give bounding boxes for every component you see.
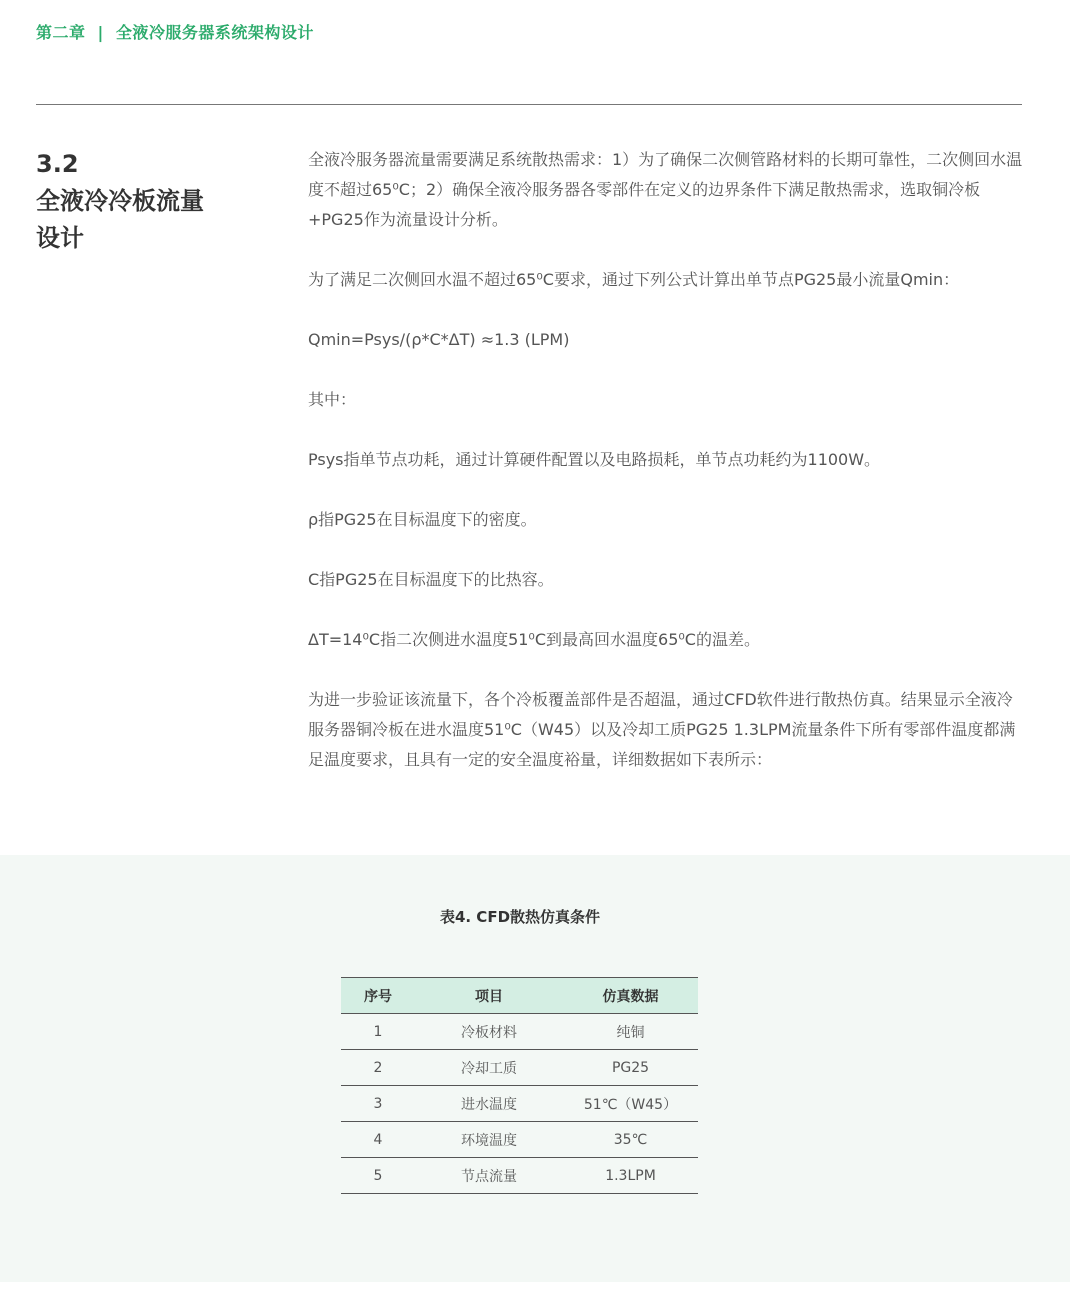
column-header-index: 序号 <box>341 978 415 1014</box>
section-heading <box>36 146 256 257</box>
cell-item: 进水温度 <box>415 1086 563 1122</box>
cell-index: 5 <box>341 1158 415 1194</box>
paragraph-formula-intro: 为了满足二次侧回水温不超过65⁰C要求，通过下列公式计算出单节点PG25最小流量Qmin： <box>308 270 960 289</box>
column-header-value: 仿真数据 <box>563 978 698 1014</box>
table-header-row <box>341 978 698 1014</box>
cell-index: 3 <box>341 1086 415 1122</box>
cell-value: 35℃ <box>563 1122 698 1158</box>
definition-c: C指PG25在目标温度下的比热容。 <box>308 570 554 589</box>
table-row <box>341 1014 698 1050</box>
table-caption: 表4. CFD散热仿真条件 <box>439 908 601 926</box>
formula: Qmin=Psys/(ρ*C*ΔT) ≈1.3 (LPM) <box>308 330 570 349</box>
definition-psys: Psys指单节点功耗，通过计算硬件配置以及电路损耗，单节点功耗约为1100W。 <box>308 450 881 469</box>
cell-item: 环境温度 <box>415 1122 563 1158</box>
section-body <box>308 145 1024 805</box>
cell-index: 4 <box>341 1122 415 1158</box>
chapter-separator: | <box>97 23 104 42</box>
definition-rho: ρ指PG25在目标温度下的密度。 <box>308 510 537 529</box>
chapter-title: 全液冷服务器系统架构设计 <box>115 23 314 42</box>
paragraph-cfd: 为进一步验证该流量下，各个冷板覆盖部件是否超温，通过CFD软件进行散热仿真。结果显示全液冷服务器铜冷板在进水温度51⁰C（W45）以及冷却工质PG25 1.3LPM流量条件下所有零部件温度都满足温度要求，且具有一定的安全温度裕量，详细数据如下表所示： <box>308 690 1016 769</box>
definition-delta-t: ΔT=14⁰C指二次侧进水温度51⁰C到最高回水温度65⁰C的温差。 <box>308 630 760 649</box>
chapter-header <box>36 20 314 43</box>
table-row <box>341 1050 698 1086</box>
cell-index: 1 <box>341 1014 415 1050</box>
cell-item: 冷却工质 <box>415 1050 563 1086</box>
cell-item: 节点流量 <box>415 1158 563 1194</box>
cell-value: 1.3LPM <box>563 1158 698 1194</box>
simulation-conditions-table <box>341 977 698 1194</box>
cell-value: PG25 <box>563 1050 698 1086</box>
section-title-line2: 设计 <box>36 224 84 252</box>
table-row <box>341 1122 698 1158</box>
header-divider <box>36 104 1022 105</box>
section-number: 3.2 <box>36 150 79 178</box>
cell-item: 冷板材料 <box>415 1014 563 1050</box>
table-row <box>341 1158 698 1194</box>
cell-value: 51℃（W45） <box>563 1086 698 1122</box>
cell-value: 纯铜 <box>563 1014 698 1050</box>
chapter-label: 第二章 <box>36 23 86 42</box>
paragraph-requirements: 全液冷服务器流量需要满足系统散热需求：1）为了确保二次侧管路材料的长期可靠性，二次侧回水温度不超过65⁰C；2）确保全液冷服务器各零部件在定义的边界条件下满足散热需求，选取铜冷板+PG25作为流量设计分析。 <box>308 150 1023 229</box>
cell-index: 2 <box>341 1050 415 1086</box>
column-header-item: 项目 <box>415 978 563 1014</box>
section-title-line1: 全液冷冷板流量 <box>36 187 204 215</box>
where-label: 其中： <box>308 390 357 409</box>
table-row <box>341 1086 698 1122</box>
